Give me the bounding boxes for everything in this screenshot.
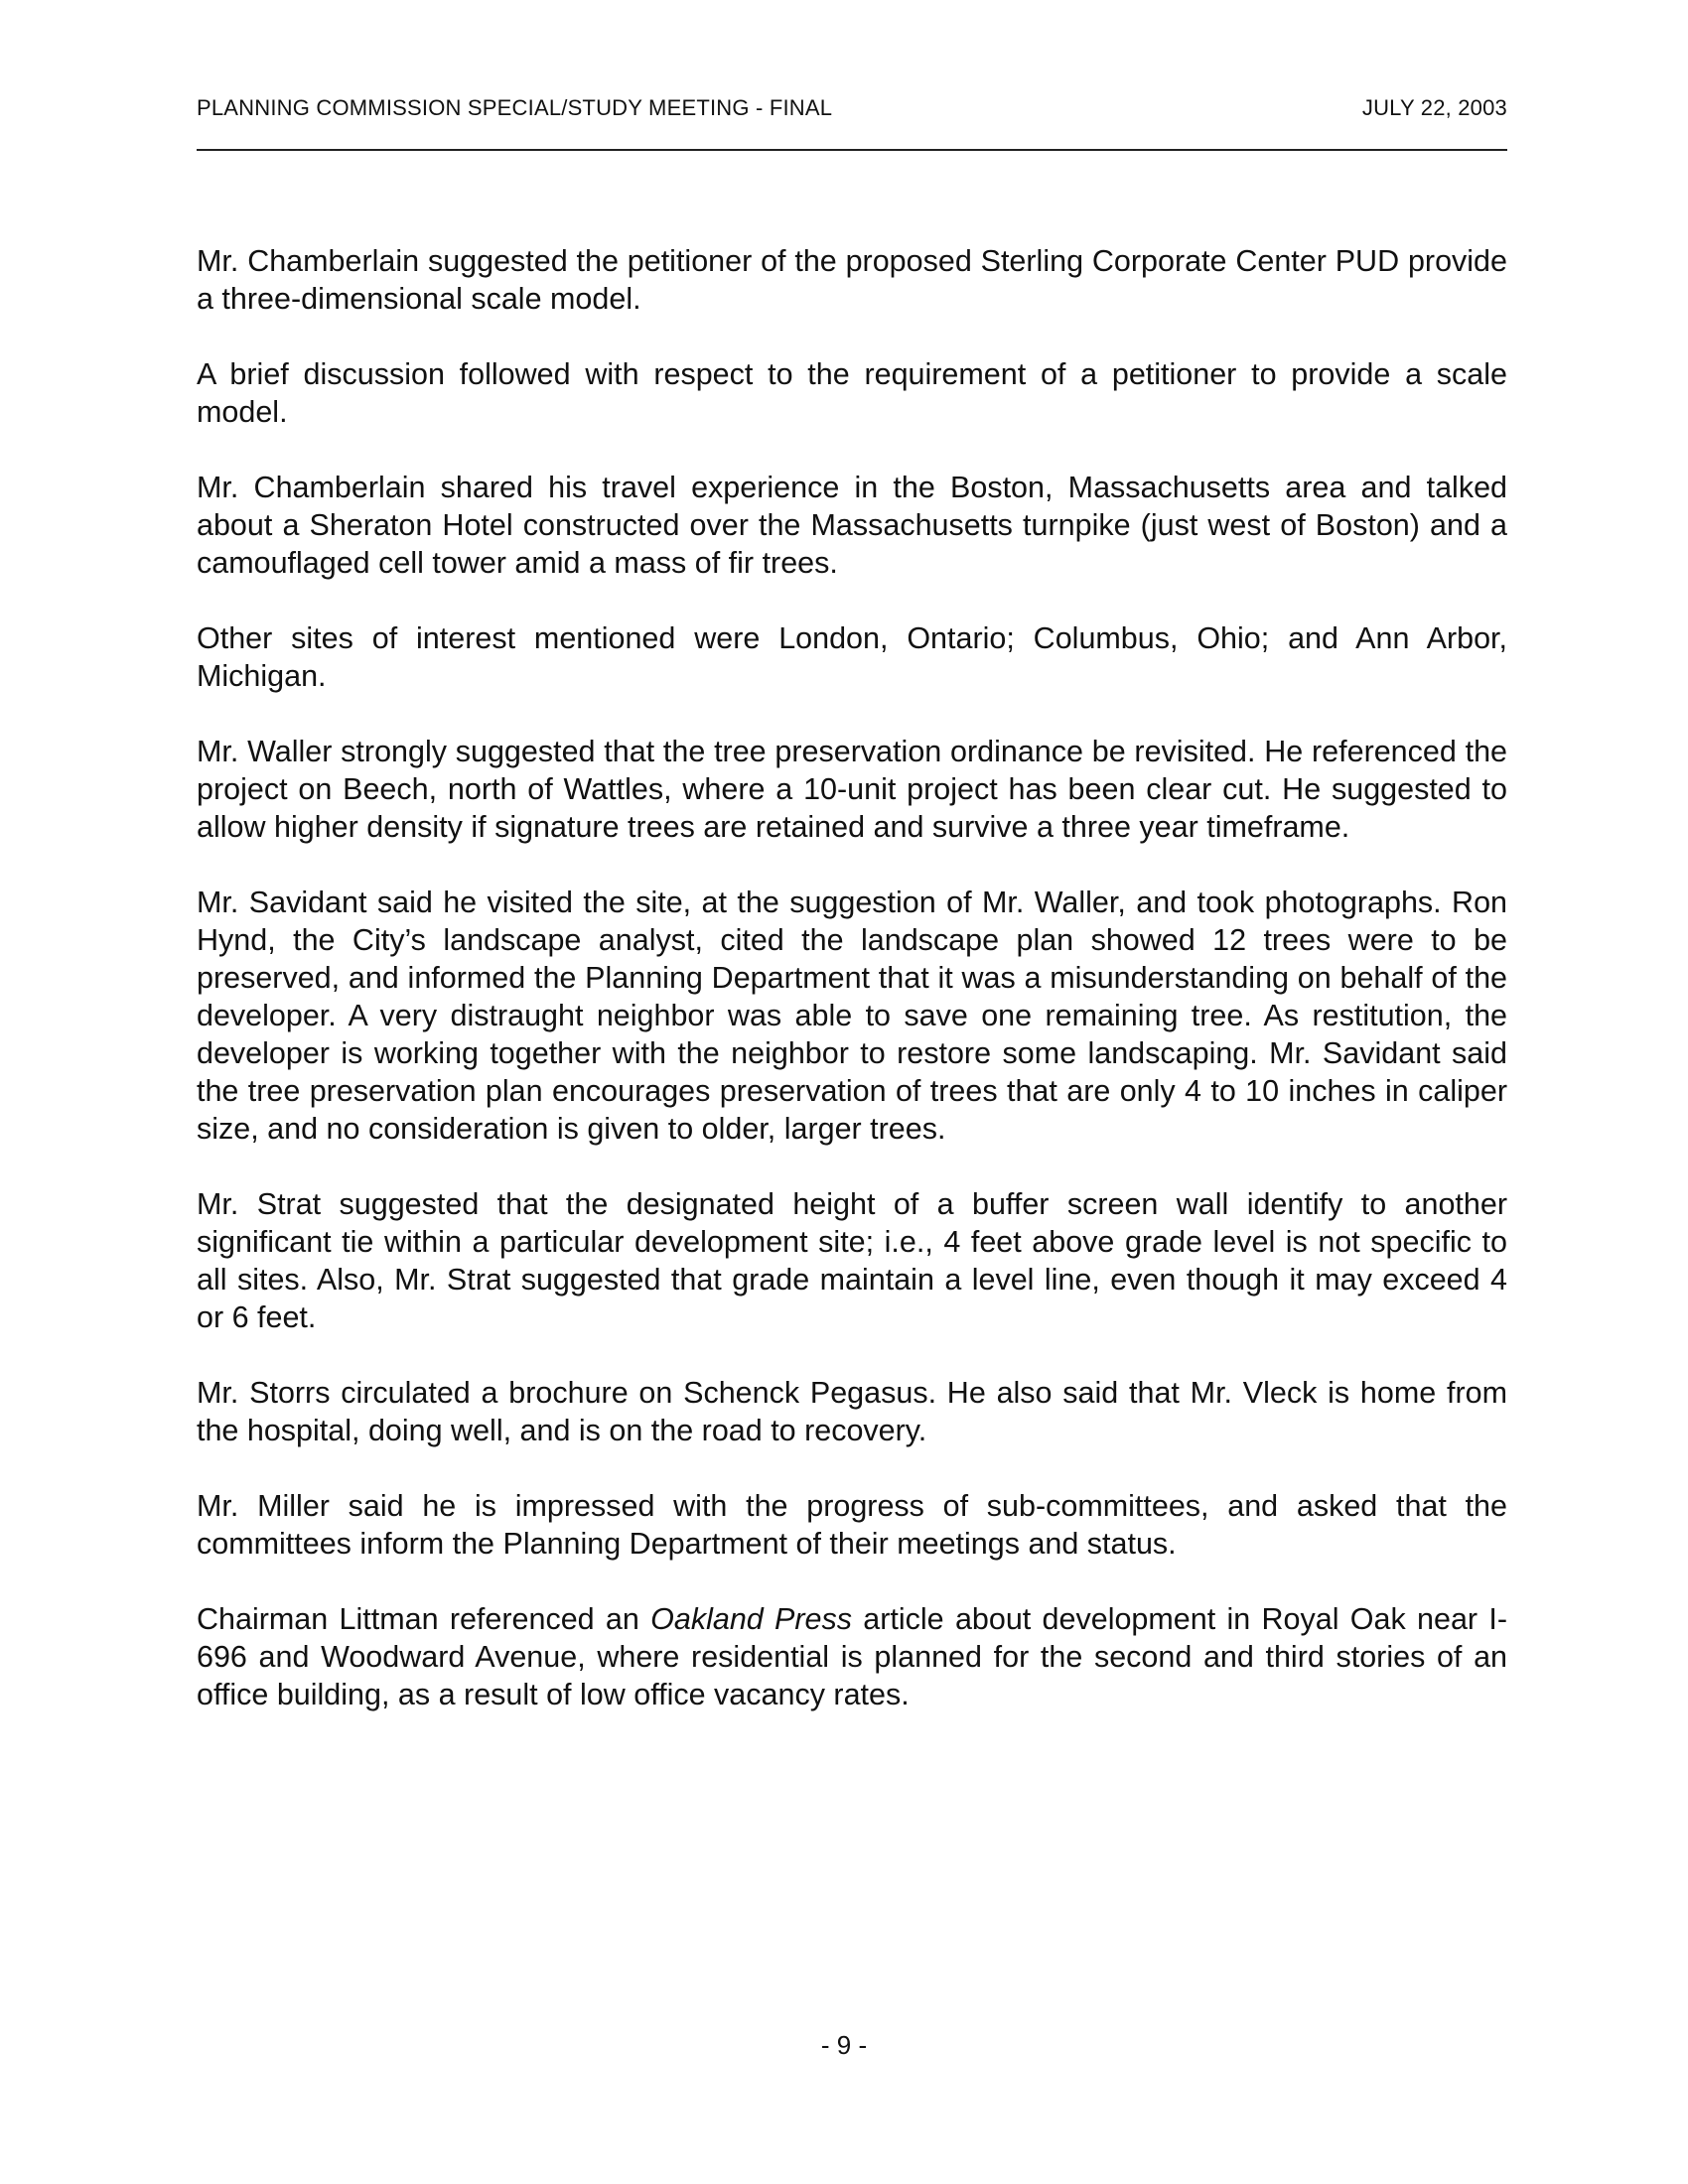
page-number: - 9 -: [820, 2030, 868, 2060]
paragraph-text-after: article about development in Royal Oak near I-696 and Woodward Avenue, where residential is planned for the second and third stories of an office building, as a result of low office vacancy rates.: [197, 1602, 1507, 1711]
paragraph: Mr. Savidant said he visited the site, at the suggestion of Mr. Waller, and took photographs. Ron Hynd, the City’s landscape analyst, cited the landscape plan showed 12 trees were to be preserved, and informed the Planning Department that it was a misunderstanding on behalf of the developer. A very distraught neighbor was able to save one remaining tree. As restitution, the developer is working together with the neighbor to restore some landscaping. Mr. Savidant said the tree preservation plan encourages preservation of trees that are only 4 to 10 inches in caliper size, and no consideration is given to older, larger trees.: [197, 886, 1507, 1146]
header-title: PLANNING COMMISSION SPECIAL/STUDY MEETING - FINAL: [197, 95, 833, 120]
publication-title: Oakland Press: [650, 1602, 852, 1636]
header-rule: [197, 149, 1507, 151]
paragraph: Mr. Chamberlain shared his travel experience in the Boston, Massachusetts area and talked about a Sheraton Hotel constructed over the Massachusetts turnpike (just west of Boston) and a camouflaged cell tower amid a mass of fir trees.: [197, 471, 1507, 580]
paragraph-littman: [197, 1600, 1507, 1713]
paragraph: Mr. Storrs circulated a brochure on Schenck Pegasus. He also said that Mr. Vleck is home from the hospital, doing well, and is on the road to recovery.: [197, 1376, 1507, 1447]
paragraph-text-before: Chairman Littman referenced an: [197, 1602, 651, 1636]
paragraph: Other sites of interest mentioned were London, Ontario; Columbus, Ohio; and Ann Arbor, Michigan.: [197, 621, 1507, 693]
paragraph: Mr. Strat suggested that the designated height of a buffer screen wall identify to another significant tie within a particular development site; i.e., 4 feet above grade level is not specific to all sites. Also, Mr. Strat suggested that grade maintain a level line, even though it may exceed 4 or 6 feet.: [197, 1187, 1507, 1334]
header-date: JULY 22, 2003: [1361, 95, 1507, 120]
paragraph: Mr. Chamberlain suggested the petitioner of the proposed Sterling Corporate Center PUD provide a three-dimensional scale model.: [197, 244, 1507, 316]
paragraph: A brief discussion followed with respect to the requirement of a petitioner to provide a scale model.: [197, 357, 1507, 429]
document-body: [197, 242, 1507, 1751]
paragraph: Mr. Miller said he is impressed with the progress of sub-committees, and asked that the committees inform the Planning Department of their meetings and status.: [197, 1489, 1507, 1561]
page-header: [197, 95, 1507, 121]
paragraph: Mr. Waller strongly suggested that the tree preservation ordinance be revisited. He referenced the project on Beech, north of Wattles, where a 10-unit project has been clear cut. He suggested to allow higher density if signature trees are retained and survive a three year timeframe.: [197, 735, 1507, 844]
